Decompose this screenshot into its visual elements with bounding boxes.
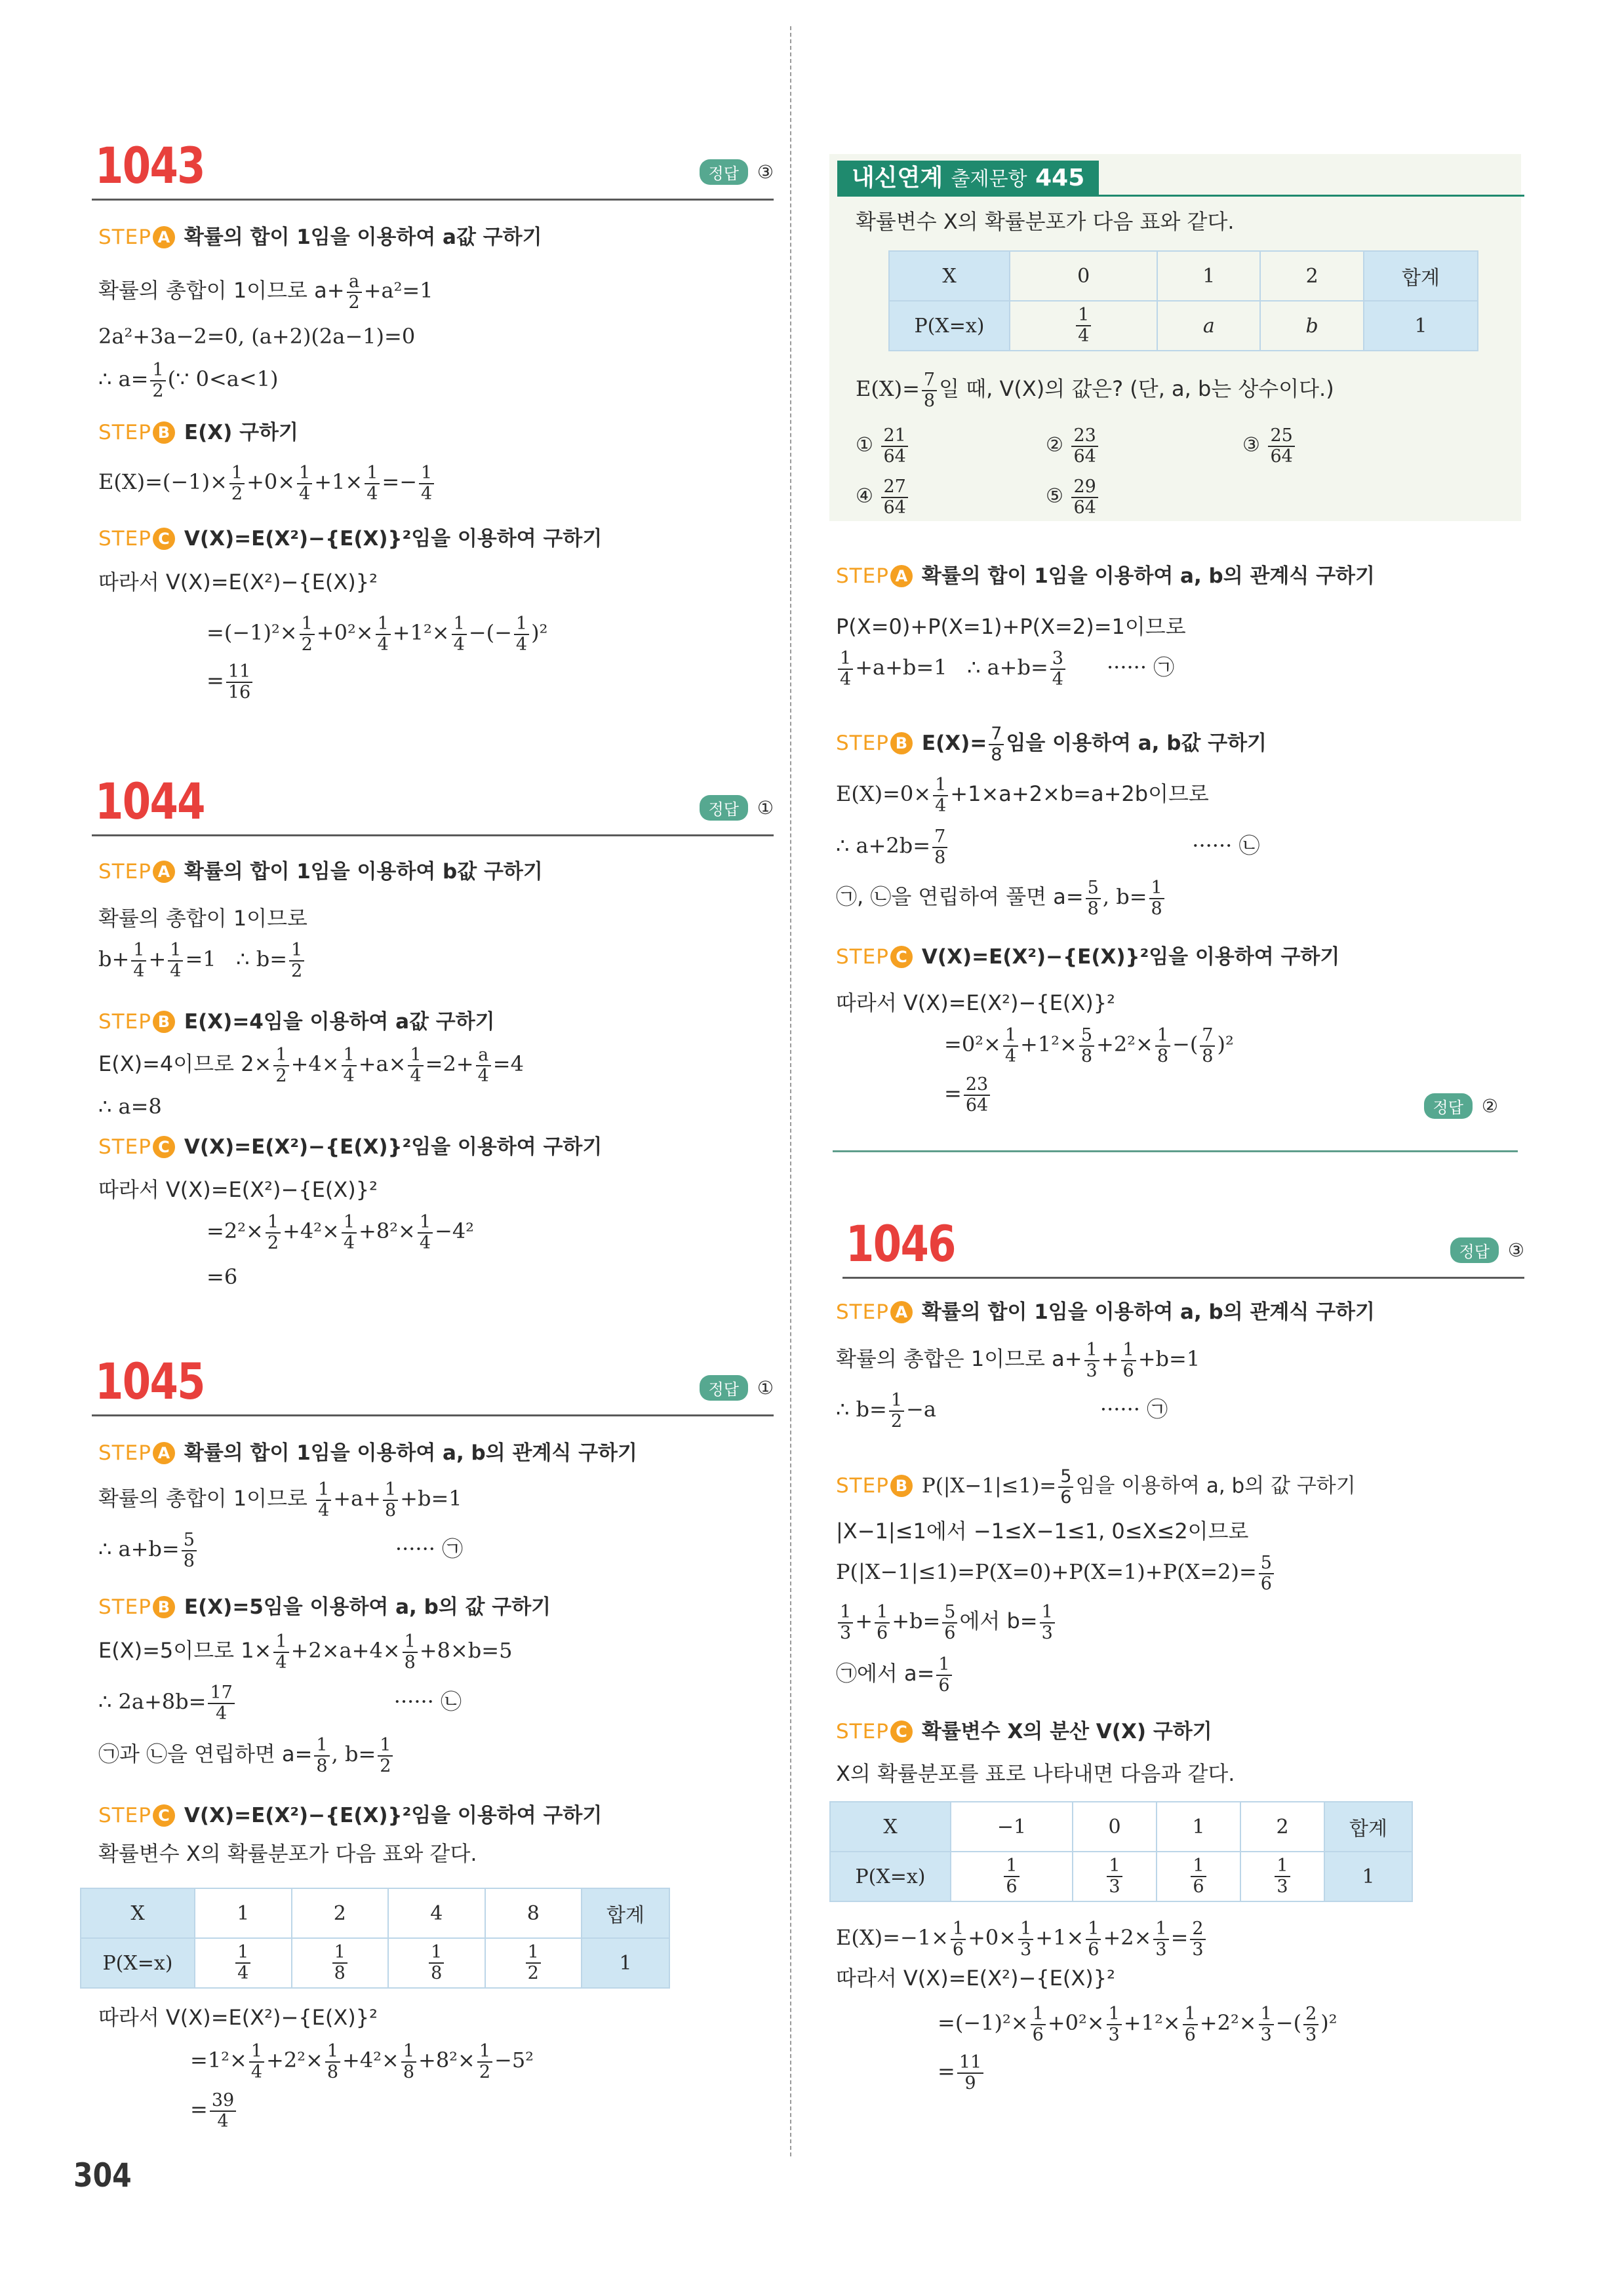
solution-line: X의 확률분포를 표로 나타내면 다음과 같다. (836, 1761, 1235, 1786)
title-rule (92, 834, 774, 836)
section-rule (833, 1150, 1518, 1152)
step-b-heading: STEP B P(|X−1|≤1)= $\frac{5}{6}$ 임을 이용하여 a, b의 값 구하기 (836, 1466, 1356, 1508)
step-b-heading: STEP B E(X)= $\frac{7}{8}$ 임을 이용하여 a, b값 구하기 (836, 724, 1267, 765)
table-row: X 1 2 4 8 합계 (81, 1888, 669, 1938)
choice-3[interactable]: ③ $\frac{25}{64}$ (1242, 426, 1297, 466)
table-row: X 0 1 2 합계 (889, 251, 1478, 301)
solution-line: E(X)=−1× $\frac{1}{6}$ +0× $\frac{1}{3}$ +1× $\frac{1}{6}$ +2× $\frac{1}{3}$ = $\frac{2}{3}$ (836, 1919, 1208, 1959)
distribution-table (829, 1801, 1413, 1902)
solution-line: E(X)=(−1)× $\frac{1}{2}$ +0× $\frac{1}{4}$ +1× $\frac{1}{4}$ =− $\frac{1}{4}$ (98, 463, 436, 503)
step-c-heading: STEP C V(X)=E(X²)−{E(X)}²임을 이용하여 구하기 (98, 1804, 603, 1827)
solution-line: 따라서 V(X)=E(X²)−{E(X)}² (98, 570, 378, 594)
choice-2[interactable]: ② $\frac{23}{64}$ (1046, 426, 1100, 466)
title-rule (92, 199, 774, 201)
solution-line: =(−1)²× $\frac{1}{6}$ +0²× $\frac{1}{3}$ +1²× $\frac{1}{6}$ +2²× $\frac{1}{3}$ −( $\frac{2}{3}$ )² (938, 2004, 1337, 2045)
answer-value: ③ (757, 161, 774, 183)
solution-line: 따라서 V(X)=E(X²)−{E(X)}² (98, 1177, 378, 1202)
choice-5[interactable]: ⑤ $\frac{29}{64}$ (1046, 477, 1100, 517)
solution-line: E(X)=0× $\frac{1}{4}$ +1×a+2×b=a+2b이므로 (836, 775, 1209, 816)
choice-4[interactable]: ④ $\frac{27}{64}$ (856, 477, 910, 517)
answer-row: 정답 ② (1424, 1093, 1498, 1119)
step-b-heading: STEP B E(X) 구하기 (98, 421, 298, 444)
step-a-heading: STEP A 확률의 합이 1임을 이용하여 a, b의 관계식 구하기 (836, 1300, 1375, 1324)
answer-row: 정답 ③ (1450, 1237, 1524, 1263)
solution-line: $\frac{1}{4}$ +a+b=1 ∴ a+b= $\frac{3}{4}$ ······ ㉠ (836, 649, 1174, 689)
solution-line: =2²× $\frac{1}{2}$ +4²× $\frac{1}{4}$ +8²× $\frac{1}{4}$ −4² (207, 1212, 474, 1253)
step-c-heading: STEP C V(X)=E(X²)−{E(X)}²임을 이용하여 구하기 (98, 527, 603, 551)
title-rule (842, 1277, 1524, 1279)
answer-row: 정답 ① (700, 1375, 774, 1401)
solution-line: P(X=0)+P(X=1)+P(X=2)=1이므로 (836, 614, 1186, 639)
solution-line: ∴ 2a+8b= $\frac{17}{4}$ ······ ㉡ (98, 1683, 462, 1724)
answer-badge: 정답 (700, 159, 748, 185)
solution-line: E(X)=4이므로 2× $\frac{1}{2}$ +4× $\frac{1}{4}$ +a× $\frac{1}{4}$ =2+ $\frac{a}{4}$ =4 (98, 1045, 524, 1086)
answer-row (700, 159, 774, 185)
title-rule (92, 1414, 774, 1416)
solution-line: E(X)=5이므로 1× $\frac{1}{4}$ +2×a+4× $\frac{1}{8}$ +8×b=5 (98, 1631, 513, 1673)
solution-line: 확률의 총합은 1이므로 a+ $\frac{1}{3}$ + $\frac{1}{6}$ +b=1 (836, 1340, 1200, 1381)
solution-line: ㉠과 ㉡을 연립하면 a= $\frac{1}{8}$ , b= $\frac{1}{2}$ (98, 1736, 395, 1776)
solution-line: = $\frac{11}{16}$ (207, 662, 254, 702)
solution-line: ∴ a+2b= $\frac{7}{8}$ ······ ㉡ (836, 827, 1260, 868)
step-c-heading: STEP C V(X)=E(X²)−{E(X)}²임을 이용하여 구하기 (98, 1135, 603, 1159)
solution-line: =(−1)²× $\frac{1}{2}$ +0²× $\frac{1}{4}$ +1²× $\frac{1}{4}$ −(− $\frac{1}{4}$ )² (207, 613, 548, 655)
step-a-heading: STEP A 확률의 합이 1임을 이용하여 a, b의 관계식 구하기 (836, 564, 1375, 588)
solution-line: 확률변수 X의 확률분포가 다음 표와 같다. (98, 1841, 477, 1866)
solution-line: 확률의 총합이 1이므로 (98, 906, 307, 931)
solution-line: = $\frac{23}{64}$ (944, 1075, 992, 1115)
problem-number: 1046 (846, 1215, 955, 1273)
solution-line: ∴ a=8 (98, 1094, 162, 1119)
header-rule (837, 195, 1524, 197)
step-b-heading: STEP B E(X)=4임을 이용하여 a값 구하기 (98, 1010, 495, 1034)
solution-line: 2a²+3a−2=0, (a+2)(2a−1)=0 (98, 324, 416, 349)
problem-number: 1045 (95, 1352, 205, 1411)
solution-line: $\frac{1}{3}$ + $\frac{1}{6}$ +b= $\frac{5}{6}$ 에서 b= $\frac{1}{3}$ (836, 1603, 1057, 1643)
solution-line: ㉠에서 a= $\frac{1}{6}$ (836, 1655, 954, 1695)
table-row: P(X=x) $\frac{1}{6}$ $\frac{1}{3}$ $\frac{1}{6}$ $\frac{1}{3}$ 1 (830, 1852, 1412, 1901)
solution-line: 따라서 V(X)=E(X²)−{E(X)}² (836, 990, 1115, 1015)
step-a-heading: STEP A 확률의 합이 1임을 이용하여 a, b의 관계식 구하기 (98, 1441, 637, 1465)
solution-line: 따라서 V(X)=E(X²)−{E(X)}² (98, 2005, 378, 2030)
solution-line: =6 (207, 1264, 238, 1289)
solution-line: ∴ a+b= $\frac{5}{8}$ ······ ㉠ (98, 1530, 464, 1571)
solution-line: ∴ b= $\frac{1}{2}$ −a ······ ㉠ (836, 1390, 1168, 1431)
solution-line: =0²× $\frac{1}{4}$ +1²× $\frac{5}{8}$ +2²× $\frac{1}{8}$ −( $\frac{7}{8}$ )² (944, 1025, 1234, 1066)
solution-line: ㉠, ㉡을 연립하여 풀면 a= $\frac{5}{8}$ , b= $\frac{1}{8}$ (836, 878, 1166, 918)
answer-row: 정답 ① (700, 795, 774, 821)
solution-line: P(|X−1|≤1)=P(X=0)+P(X=1)+P(X=2)= $\frac{5}{6}$ (836, 1553, 1276, 1593)
step-c-heading: STEP C 확률변수 X의 분산 V(X) 구하기 (836, 1720, 1212, 1743)
choice-1[interactable]: ① $\frac{21}{64}$ (856, 426, 910, 466)
step-a-heading: STEP A 확률의 합이 1임을 이용하여 b값 구하기 (98, 860, 543, 884)
column-divider (790, 26, 791, 2156)
step-b-heading: STEP B E(X)=5임을 이용하여 a, b의 값 구하기 (98, 1595, 551, 1619)
solution-line: 확률의 총합이 1이므로 $\frac{1}{4}$ +a+ $\frac{1}{8}$ +b=1 (98, 1479, 462, 1521)
solution-line: =1²× $\frac{1}{4}$ +2²× $\frac{1}{8}$ +4²× $\frac{1}{8}$ +8²× $\frac{1}{2}$ −5² (190, 2041, 534, 2082)
solution-line: 확률의 총합이 1이므로 a+ $\frac{a}{2}$ +a²=1 (98, 271, 433, 313)
table-row: X −1 0 1 2 합계 (830, 1802, 1412, 1852)
distribution-table (888, 250, 1478, 351)
question-text: 확률변수 X의 확률분포가 다음 표와 같다. (856, 209, 1235, 234)
solution-line: b+ $\frac{1}{4}$ + $\frac{1}{4}$ =1 ∴ b= $\frac{1}{2}$ (98, 941, 306, 981)
solution-line: ∴ a= $\frac{1}{2}$ (∵ 0<a<1) (98, 360, 279, 401)
problem-number: 1044 (95, 772, 205, 830)
step-a-heading: STEP A 확률의 합이 1임을 이용하여 a값 구하기 (98, 225, 542, 249)
solution-line: |X−1|≤1에서 −1≤X−1≤1, 0≤X≤2이므로 (836, 1519, 1249, 1544)
problem-number: 1043 (95, 136, 205, 195)
distribution-table (80, 1888, 670, 1989)
table-row: P(X=x) $\frac{1}{4}$ a b 1 (889, 301, 1478, 351)
linked-question-header: 내신연계 출제문항 445 (837, 161, 1099, 195)
question-text: E(X)= $\frac{7}{8}$ 일 때, V(X)의 값은? (단, a, b는 상수이다.) (856, 370, 1334, 411)
solution-line: 따라서 V(X)=E(X²)−{E(X)}² (836, 1966, 1115, 1991)
solution-line: = $\frac{39}{4}$ (190, 2091, 238, 2131)
solution-line: = $\frac{11}{9}$ (938, 2053, 985, 2093)
step-c-heading: STEP C V(X)=E(X²)−{E(X)}²임을 이용하여 구하기 (836, 945, 1340, 969)
page-number: 304 (73, 2156, 132, 2194)
table-row: P(X=x) $\frac{1}{4}$ $\frac{1}{8}$ $\frac{1}{8}$ $\frac{1}{2}$ 1 (81, 1938, 669, 1988)
